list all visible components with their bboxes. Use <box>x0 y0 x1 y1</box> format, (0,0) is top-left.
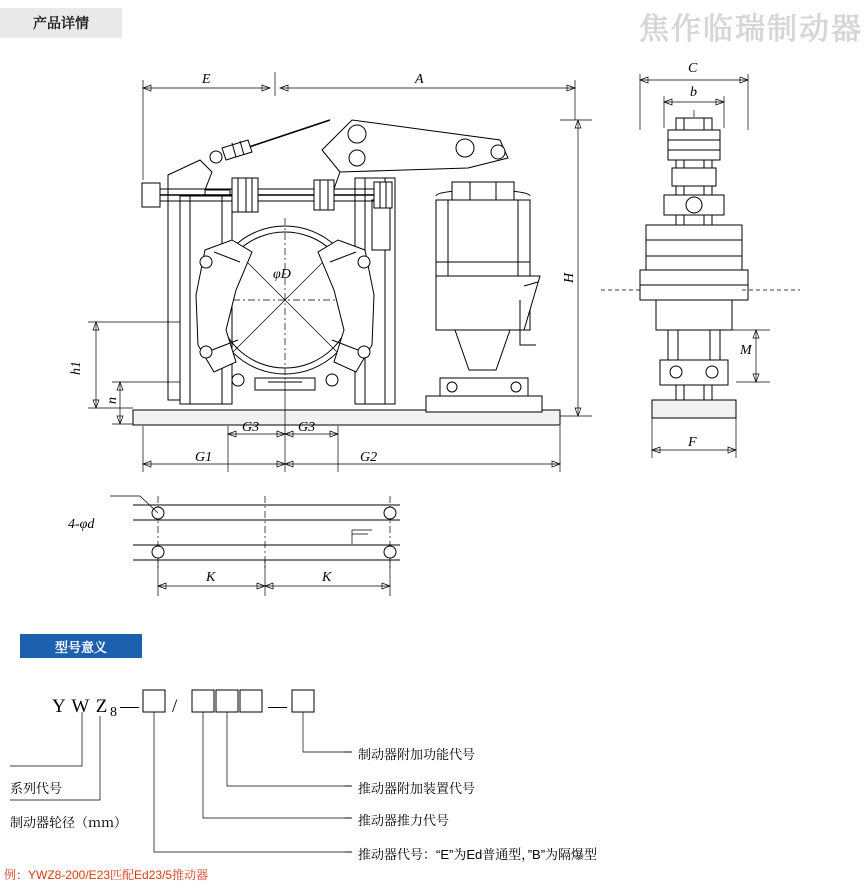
legend-left-2: 制动器轮径（ｍｍ） <box>10 815 128 830</box>
model-code-dash: — <box>120 696 140 717</box>
legend-right-2: 推动器附加装置代号 <box>358 781 476 796</box>
legend-left-1: 系列代号 <box>10 781 63 796</box>
dim-label-h1: h1 <box>69 361 84 375</box>
side-base-plate <box>652 400 736 418</box>
thruster-base-cone <box>455 330 510 370</box>
code-box-1 <box>143 690 165 712</box>
code-box-4 <box>240 690 262 712</box>
dim-label-E: E <box>202 72 211 87</box>
model-code-prefix: Y W Z <box>52 696 109 717</box>
adjuster-nut <box>222 140 252 160</box>
model-meaning-title: 型号意义 <box>54 639 107 655</box>
product-detail-tab-label: 产品详情 <box>33 15 89 31</box>
front-view <box>69 72 575 472</box>
dim-label-K-left: K <box>206 570 216 585</box>
brake-drum-assembly <box>196 218 374 390</box>
front-left-dimensions <box>69 322 180 424</box>
dim-label-G3-right: G3 <box>298 420 316 435</box>
spring-housing <box>232 178 258 212</box>
dim-label-M: M <box>740 343 752 358</box>
watermark-text: 焦作临瑞制动器 <box>639 13 863 46</box>
dim-label-F: F <box>688 435 697 450</box>
thruster-cap <box>452 182 514 200</box>
model-code-slash: / <box>172 696 179 717</box>
code-box-2 <box>192 690 214 712</box>
dim-label-n: n <box>105 397 120 404</box>
model-code-subscript: 8 <box>110 705 117 720</box>
dim-label-4phid: 4-φd <box>68 517 95 532</box>
dim-label-b: b <box>690 85 697 100</box>
dim-label-H: H <box>562 272 577 283</box>
dim-label-A: A <box>415 72 424 87</box>
dim-label-G2: G2 <box>360 450 378 465</box>
base-plan-view <box>68 496 400 596</box>
code-box-3 <box>216 690 238 712</box>
hydraulic-thruster <box>426 182 542 412</box>
mount-hole <box>384 507 396 519</box>
model-example-note: 例：YWZ8-200/E23匹配Ed23/5推动器 <box>4 868 209 882</box>
code-box-5 <box>292 690 314 712</box>
side-H-dimension <box>560 120 592 416</box>
dim-label-phiD: φD <box>273 267 291 282</box>
side-main-housing <box>646 225 742 270</box>
dim-label-C: C <box>688 61 698 76</box>
dim-label-G1: G1 <box>195 450 213 465</box>
model-code-dash2: — <box>268 696 288 717</box>
dim-label-K-right: K <box>322 570 332 585</box>
side-F-dimension <box>652 418 736 458</box>
side-view <box>560 61 800 458</box>
mount-hole <box>152 546 164 558</box>
mount-hole <box>384 546 396 558</box>
legend-right-1: 制动器附加功能代号 <box>358 747 476 762</box>
dim-label-G3-left: G3 <box>242 420 260 435</box>
legend-right-3: 推动器推力代号 <box>358 813 450 828</box>
legend-right-4: 推动器代号：“E”为Ed普通型，”B”为隔爆型 <box>358 847 598 862</box>
